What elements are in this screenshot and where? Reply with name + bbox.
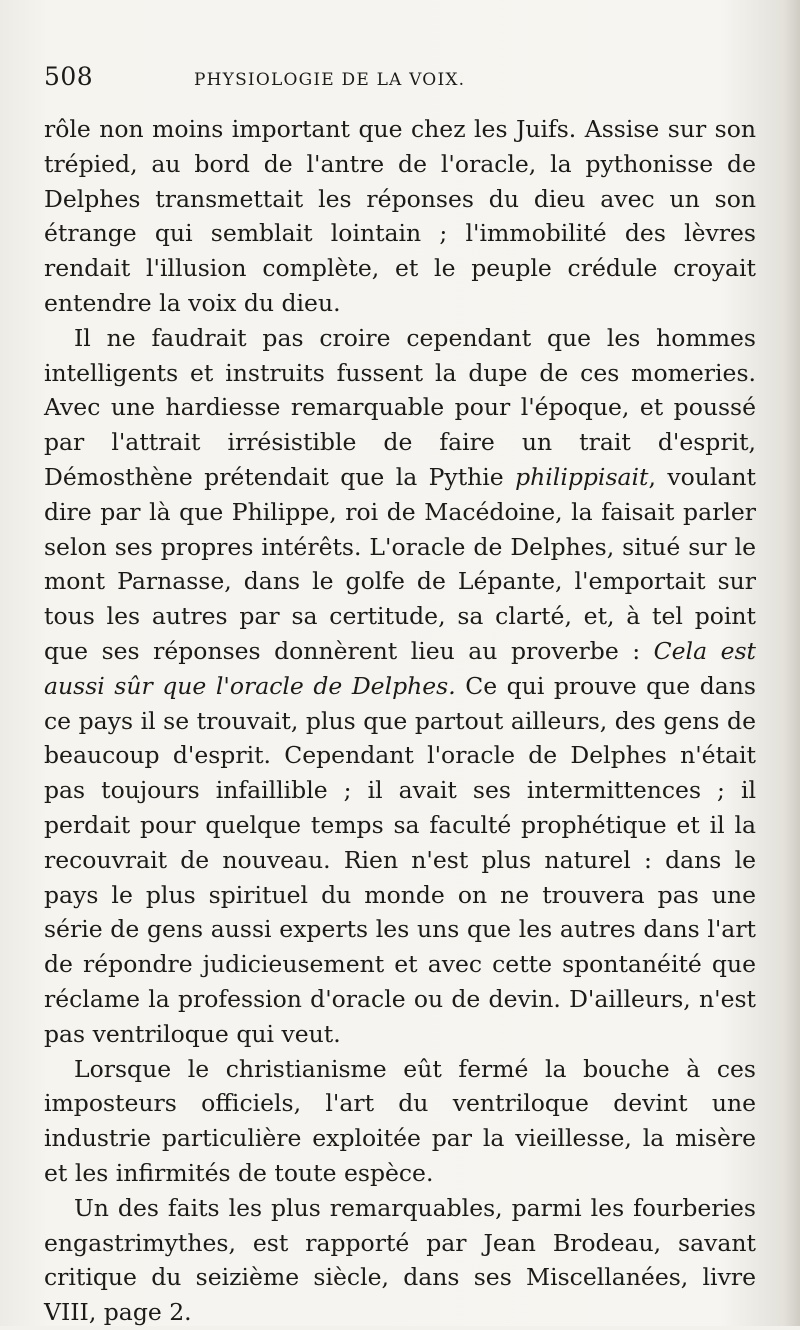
- page-number: 508: [44, 62, 94, 91]
- paragraph-4: [44, 1191, 756, 1330]
- italic-proverb: Cela est aussi sûr que l'oracle de Delphes.: [44, 636, 757, 700]
- page-header: [44, 62, 756, 102]
- paragraph-2: [44, 321, 756, 1052]
- body-text: [44, 112, 756, 1330]
- text-segment: Lorsque le christianisme eût fermé la bouche à ces imposteurs officiels, l'art du ventriloque devint une industrie particulière exploitée par la vieillesse, la misère et les infirmités de toute espèce.: [44, 1054, 756, 1187]
- text-segment: Ce qui prouve que dans ce pays il se trouvait, plus que partout ailleurs, des gens de beaucoup d'esprit. Cependant l'oracle de Delphes n'était pas toujours infaillible ; il avait ses intermittences ; il perdait pour quelque temps sa faculté prophétique et il la recouvrait de nouveau. Rien n'est plus naturel : dans le pays le plus spirituel du monde on ne trouvera pas une série de gens aussi experts les uns que les autres dans l'art de répondre judicieusement et avec cette spontanéité que réclame la profession d'oracle ou de devin. D'ailleurs, n'est pas ventriloque qui veut.: [44, 671, 756, 1048]
- text-segment: Il ne faudrait pas croire cependant que les hommes intelligents et instruits fussent la dupe de ces momeries. Avec une hardiesse remarquable pour l'époque, et poussé par l'attrait irrésistible de faire un trait d'esprit, Démosthène prétendait que la Pythie: [44, 323, 756, 491]
- paragraph-3: [44, 1052, 756, 1191]
- paragraph-1: [44, 112, 756, 321]
- running-head: PHYSIOLOGIE DE LA VOIX.: [194, 70, 466, 90]
- text-segment: rôle non moins important que chez les Juifs. Assise sur son trépied, au bord de l'antre de l'oracle, la pythonisse de Delphes transmettait les réponses du dieu avec un son étrange qui semblait lointain ; l'immobilité des lèvres rendait l'illusion complète, et le peuple crédule croyait entendre la voix du dieu.: [44, 115, 756, 317]
- text-segment: Un des faits les plus remarquables, parmi les fourberies engastrimythes, est rapporté par Jean Brodeau, savant critique du seizième siècle, dans ses Miscellanées, livre VIII, page 2.: [44, 1193, 756, 1327]
- text-segment: , voulant dire par là que Philippe, roi de Macédoine, la faisait parler selon ses propres intérêts. L'oracle de Delphes, situé sur le mont Parnasse, dans le golfe de Lépante, l'emportait sur tous les autres par sa certitude, sa clarté, et, à tel point que ses réponses donnèrent lieu au proverbe :: [44, 462, 756, 665]
- italic-term: philippisait: [515, 462, 649, 491]
